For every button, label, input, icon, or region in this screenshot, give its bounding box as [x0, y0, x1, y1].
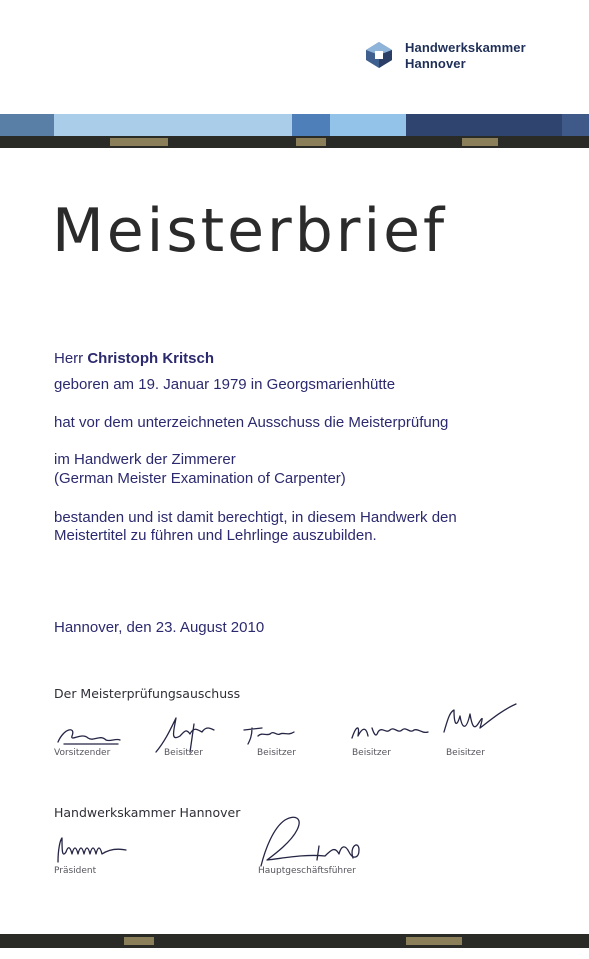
- band-segment: [292, 114, 330, 136]
- role-assessor-2: Beisitzer: [257, 748, 296, 758]
- band-gold-accent: [296, 138, 326, 146]
- trade-line: im Handwerk der Zimmerer: [54, 451, 236, 468]
- role-assessor-3: Beisitzer: [352, 748, 391, 758]
- committee-heading: Der Meisterprüfungsauschuss: [54, 686, 241, 701]
- recipient-line: [54, 350, 214, 368]
- band-dark-stripe: [0, 934, 589, 948]
- exam-line: hat vor dem unterzeichneten Ausschuss die Meisterprüfung: [54, 414, 449, 431]
- chamber-logo-icon: [366, 42, 392, 68]
- top-color-band: [0, 114, 589, 148]
- recipient-name: Christoph Kritsch: [87, 350, 215, 367]
- logo-line-1: Handwerkskammer: [405, 40, 526, 55]
- signature-chair: [54, 720, 124, 750]
- bottom-color-band: [0, 934, 589, 948]
- signature-assessor-4: [440, 702, 520, 740]
- document-title: Meisterbrief: [52, 196, 448, 266]
- chamber-heading: Handwerkskammer Hannover: [54, 805, 241, 820]
- passed-line-1: bestanden und ist damit berechtigt, in diesem Handwerk den: [54, 509, 457, 526]
- band-segment: [406, 114, 562, 136]
- place-date: Hannover, den 23. August 2010: [54, 619, 265, 636]
- role-managing-director: Hauptgeschäftsführer: [258, 866, 356, 876]
- role-chair: Vorsitzender: [54, 748, 111, 758]
- band-dark-stripe: [0, 136, 589, 148]
- trade-line-english: (German Meister Examination of Carpenter): [54, 470, 346, 487]
- passed-line-2: Meistertitel zu führen und Lehrlinge auszubilden.: [54, 527, 377, 544]
- role-president: Präsident: [54, 866, 97, 876]
- band-gold-accent: [406, 937, 462, 945]
- signature-assessor-2: [240, 722, 300, 746]
- logo-wordmark: [405, 40, 526, 72]
- role-assessor-1: Beisitzer: [164, 748, 203, 758]
- signature-assessor-3: [348, 718, 432, 746]
- signature-president: [54, 832, 134, 868]
- band-segment: [54, 114, 292, 136]
- band-segment: [0, 114, 54, 136]
- logo-line-2: Hannover: [405, 56, 466, 71]
- birth-line: geboren am 19. Januar 1979 in Georgsmarienhütte: [54, 376, 396, 393]
- band-gold-accent: [124, 937, 154, 945]
- salutation: Herr: [54, 350, 84, 367]
- chamber-logo: [366, 40, 526, 76]
- role-assessor-4: Beisitzer: [446, 748, 485, 758]
- signature-managing-director: [255, 810, 365, 874]
- band-segment: [330, 114, 406, 136]
- band-segment: [562, 114, 589, 136]
- band-gold-accent: [110, 138, 168, 146]
- band-gold-accent: [462, 138, 498, 146]
